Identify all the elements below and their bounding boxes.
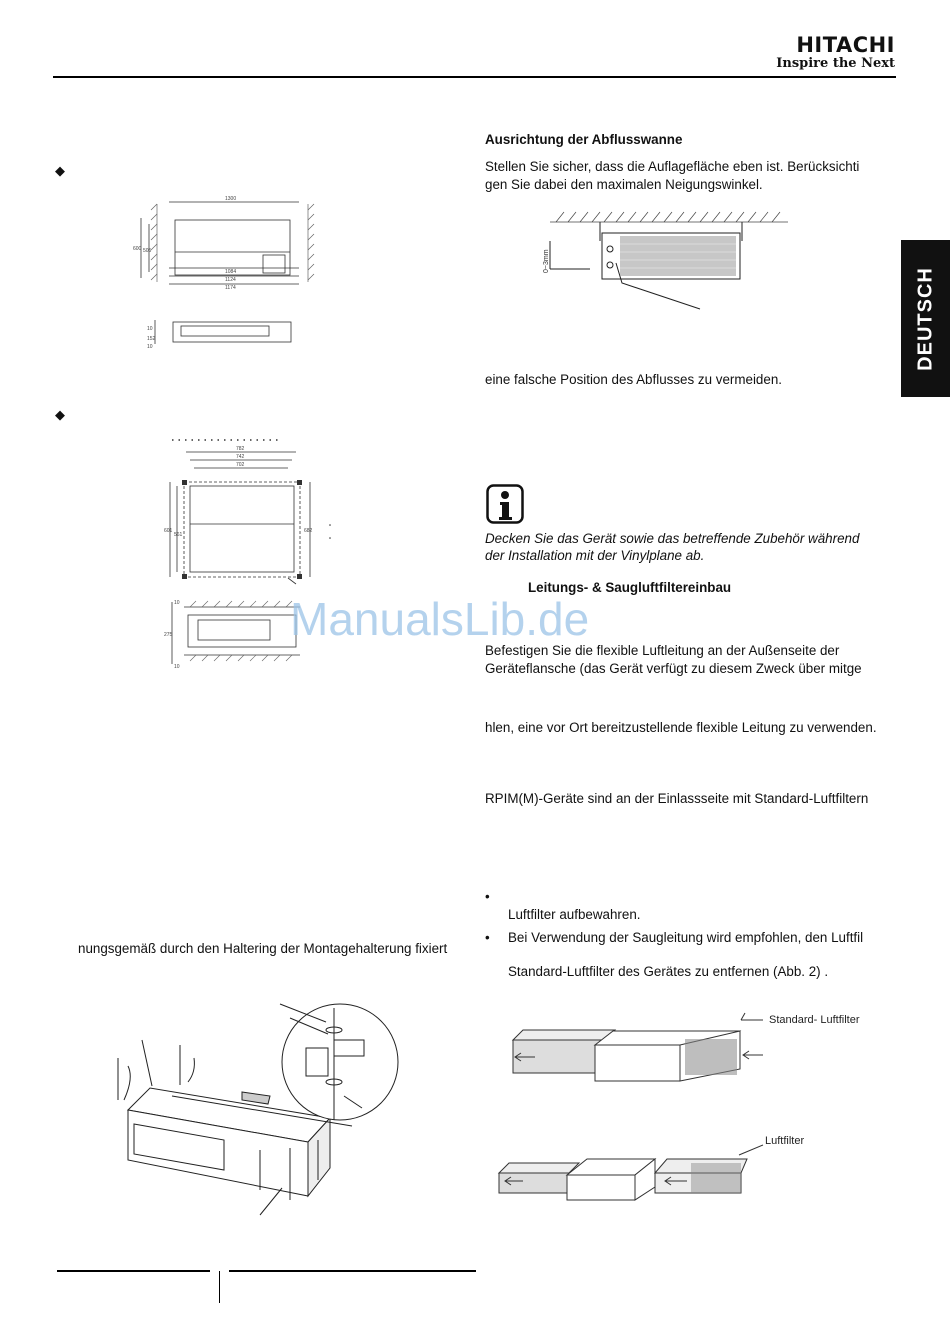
info-note-line1: Decken Sie das Gerät sowie das betreffende Zubehör während xyxy=(485,531,860,546)
drain-slope-drawing xyxy=(530,205,795,317)
dim-label: 1124 xyxy=(225,277,236,283)
para-level-line2: gen Sie dabei den maximalen Neigungswinkel. xyxy=(485,177,763,192)
language-tab xyxy=(901,240,950,397)
unit-mounting-illustration xyxy=(100,1000,400,1225)
dim-label: 702 xyxy=(236,462,245,468)
para-flexible-duct: hlen, eine vor Ort bereitzustellende flexible Leitung zu verwenden. xyxy=(485,720,877,735)
watermark: ManualsLib.de xyxy=(290,593,590,645)
dim-label: 275 xyxy=(164,632,173,638)
standard-filter-drawing xyxy=(495,1005,880,1090)
brand-tagline: Inspire the Next xyxy=(776,56,895,71)
dim-label: 561 xyxy=(174,532,183,538)
dim-label: 601 xyxy=(164,528,173,534)
diamond-bullet: ◆ xyxy=(55,407,65,422)
dim-label: 10 xyxy=(174,664,180,670)
dim-label: 152 xyxy=(147,336,156,342)
info-note-line2: der Installation mit der Vinylplane ab. xyxy=(485,548,705,563)
footer-rule-left xyxy=(57,1270,210,1272)
slope-label: 0~3mm xyxy=(543,249,550,273)
dim-label: 505 xyxy=(143,248,152,254)
footer-rule-right xyxy=(229,1270,476,1272)
dim-label: 1084 xyxy=(225,269,237,275)
para-level-line1: Stellen Sie sicher, dass die Auflagefläche eben ist. Berücksichti xyxy=(485,159,860,174)
para-drain-position: eine falsche Position des Abflusses zu vermeiden. xyxy=(485,372,782,387)
dim-label: 742 xyxy=(236,454,245,460)
hitachi-logo xyxy=(776,34,895,72)
dim-label: 782 xyxy=(236,446,245,452)
unit-dimension-drawing-1 xyxy=(125,190,330,375)
heading-duct-filter: Leitungs- & Saugluftfiltereinbau xyxy=(528,580,732,595)
brand-name: HITACHI xyxy=(796,33,895,57)
heading-drain-pan: Ausrichtung der Abflusswanne xyxy=(485,132,683,147)
para-duct-line1: Befestigen Sie die flexible Luftleitung an der Außenseite der xyxy=(485,643,840,658)
dim-label: 10 xyxy=(174,600,180,606)
para-duct-line2: Geräteflansche (das Gerät verfügt zu diesem Zweck über mitge xyxy=(485,661,862,676)
label-standard-filter: Standard- Luftfilter xyxy=(769,1014,860,1026)
info-icon xyxy=(486,484,524,524)
text-fixiert: nungsgemäß durch den Haltering der Montagehalterung fixiert xyxy=(78,941,448,956)
dim-label: 600 xyxy=(133,246,142,252)
label-filter: Luftfilter xyxy=(765,1135,805,1147)
para-rpim: RPIM(M)-Geräte sind an der Einlassseite mit Standard-Luftfiltern xyxy=(485,791,869,806)
bullet2-line1: Bei Verwendung der Saugleitung wird empfohlen, den Luftfil xyxy=(508,930,864,945)
dim-label: 10 xyxy=(147,344,153,350)
diamond-bullet: ◆ xyxy=(55,163,65,178)
bullet-dot: • xyxy=(485,930,490,945)
dim-label: 1300 xyxy=(225,196,237,202)
footer-divider xyxy=(219,1271,220,1303)
dim-label: 10 xyxy=(147,326,153,332)
dim-label: 1174 xyxy=(225,285,236,291)
bullet1-text: Luftfilter aufbewahren. xyxy=(508,907,641,922)
header-rule xyxy=(53,76,896,78)
duct-filter-drawing xyxy=(495,1125,880,1210)
bullet-dot: • xyxy=(485,889,490,904)
bullet2-line2: Standard-Luftfilter des Gerätes zu entfernen (Abb. 2) . xyxy=(508,964,829,979)
dim-label: 682 xyxy=(304,528,313,534)
language-tab-label: DEUTSCH xyxy=(914,266,936,371)
